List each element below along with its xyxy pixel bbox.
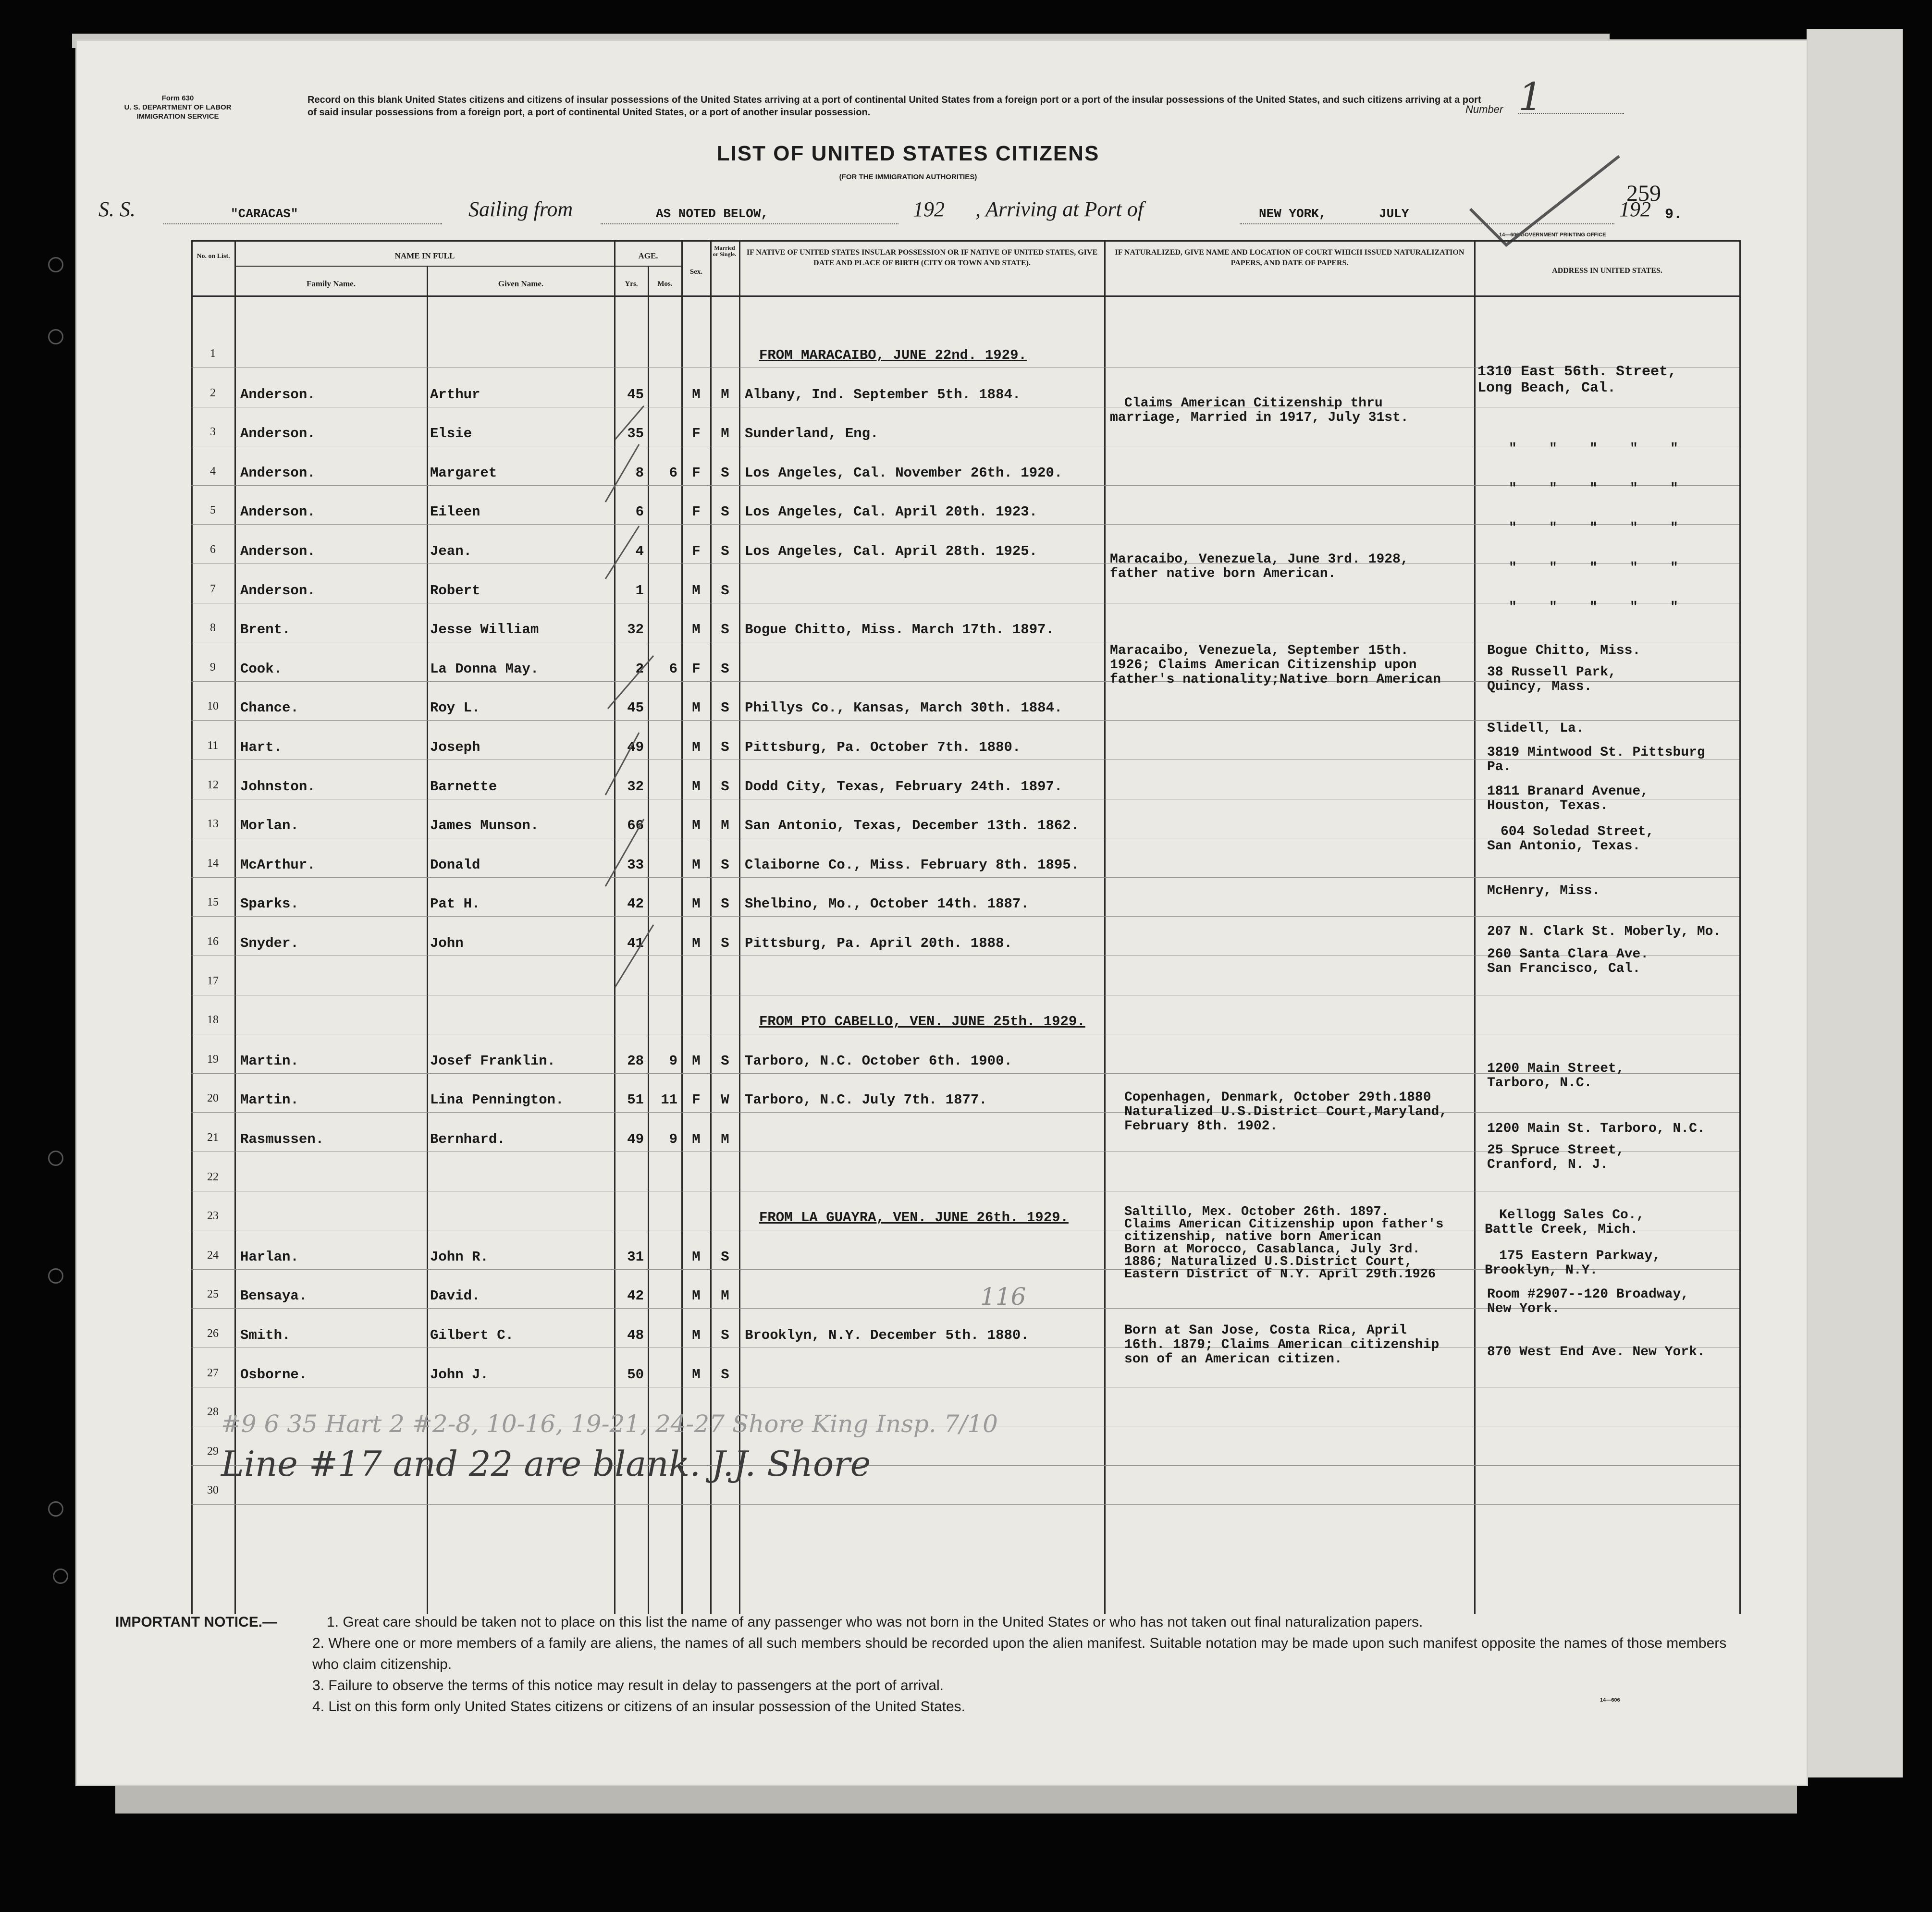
given-name: John J. — [430, 1366, 489, 1383]
birth-place-date: San Antonio, Texas, December 13th. 1862. — [745, 818, 1080, 834]
row-number: 22 — [207, 1170, 219, 1183]
given-name: Elsie — [430, 426, 472, 442]
address-entry: 207 N. Clark St. Moberly, Mo. — [1487, 924, 1722, 939]
col-header-sex: Sex. — [689, 268, 703, 276]
address-line: 260 Santa Clara Ave. — [1487, 947, 1649, 962]
birth-place-date: Brooklyn, N.Y. December 5th. 1880. — [745, 1327, 1029, 1343]
inspector-check-strokes — [586, 387, 692, 1011]
birth-place-date: Shelbino, Mo., October 14th. 1887. — [745, 896, 1029, 912]
marital-status: S — [721, 1327, 729, 1343]
family-name: Osborne. — [240, 1366, 308, 1383]
manifest-sheet — [77, 41, 1807, 1785]
sex: M — [692, 935, 701, 951]
marital-status: M — [721, 386, 729, 403]
age-years: 28 — [627, 1053, 644, 1069]
handwritten-blank-note: Line #17 and 22 are blank. J.J. Shore — [221, 1444, 871, 1484]
address-entry: Slidell, La. — [1487, 721, 1584, 736]
sex: M — [692, 896, 701, 912]
sex: M — [692, 1288, 701, 1304]
address-entry — [1485, 1208, 1644, 1237]
birth-place-date: Pittsburg, Pa. April 20th. 1888. — [745, 935, 1012, 951]
address-line: 3819 Mintwood St. Pittsburg — [1487, 745, 1705, 760]
note-line: 16th. 1879; Claims American citizenship — [1124, 1337, 1440, 1352]
sailing-year: 192 — [913, 197, 945, 221]
marital-status: S — [721, 504, 729, 520]
printer-mark: 14—606 GOVERNMENT PRINTING OFFICE — [1499, 232, 1606, 238]
sex: M — [692, 778, 701, 795]
notice-item: 3. Failure to observe the terms of this notice may result in delay to passengers at the port of arrival. — [312, 1678, 944, 1693]
sex: M — [692, 622, 701, 638]
row-number: 13 — [207, 818, 219, 831]
sex: M — [692, 818, 701, 834]
handwritten-tally: #9 6 35 Hart 2 #2-8, 10-16, 19-21, 24-27 Shore King Insp. 7/10 — [221, 1410, 998, 1438]
address-line: Room #2907--120 Broadway, — [1487, 1287, 1689, 1302]
family-name: Cook. — [240, 661, 283, 677]
sailing-label: Sailing from — [468, 197, 573, 221]
ship-field — [163, 223, 442, 224]
given-name: Pat H. — [430, 896, 480, 912]
marital-status: S — [721, 857, 729, 873]
row-number: 27 — [207, 1366, 219, 1379]
marital-status: W — [721, 1092, 729, 1108]
marital-status: M — [721, 1288, 729, 1304]
marital-status: S — [721, 1249, 729, 1265]
sex: M — [692, 1131, 701, 1147]
address-ditto: " " " " " — [1509, 600, 1678, 615]
marital-status: S — [721, 739, 729, 755]
ship-name: "CARACAS" — [231, 207, 298, 221]
address-line: 1200 Main Street, — [1487, 1061, 1624, 1076]
naturalization-note — [1110, 552, 1409, 581]
given-name: Margaret — [430, 465, 497, 481]
given-name: Barnette — [430, 778, 497, 795]
given-name: David. — [430, 1288, 480, 1304]
arrival-year-suffix: 9. — [1665, 207, 1683, 223]
address-ditto: " " " " " — [1509, 521, 1678, 536]
row-number: 20 — [207, 1092, 219, 1105]
family-name: Snyder. — [240, 935, 299, 951]
sex: M — [692, 739, 701, 755]
age-years: 2 — [635, 661, 644, 677]
given-name: Eileen — [430, 504, 480, 520]
row-number: 5 — [210, 504, 216, 517]
notice-item: 1. Great care should be taken not to place on this list the name of any passenger who was not born in the United States or who has not taken out final naturalization papers. — [327, 1614, 1423, 1630]
address-line: San Antonio, Texas. — [1487, 839, 1641, 854]
age-years: 48 — [627, 1327, 644, 1343]
given-name: Roy L. — [430, 700, 480, 716]
birth-place-date: Los Angeles, Cal. April 20th. 1923. — [745, 504, 1038, 520]
col-header-no: No. on List. — [197, 253, 230, 260]
table-header-border — [191, 295, 1739, 297]
form-title: LIST OF UNITED STATES CITIZENS — [716, 142, 1100, 165]
row-number: 15 — [207, 896, 219, 909]
row-number: 21 — [207, 1131, 219, 1144]
col-header-mos: Mos. — [657, 280, 673, 288]
marital-status: S — [721, 896, 729, 912]
note-line: citizenship, native born American — [1124, 1230, 1381, 1244]
row-number: 24 — [207, 1249, 219, 1262]
given-name: Josef Franklin. — [430, 1053, 556, 1069]
handwritten-margin-note: 116 — [980, 1283, 1026, 1311]
row-number: 14 — [207, 857, 219, 870]
age-years: 49 — [627, 1131, 644, 1147]
age-years: 31 — [627, 1249, 644, 1265]
birth-place-date: Tarboro, N.C. October 6th. 1900. — [745, 1053, 1012, 1069]
col-header-family: Family Name. — [307, 279, 356, 288]
list-number: 1 — [1518, 74, 1543, 119]
given-name: Lina Pennington. — [430, 1092, 564, 1108]
row-number: 10 — [207, 700, 219, 713]
address-line: 1310 East 56th. Street, — [1477, 364, 1677, 380]
note-line: Born at San Jose, Costa Rica, April — [1124, 1323, 1407, 1338]
sex: M — [692, 857, 701, 873]
punch-hole — [48, 1268, 63, 1284]
age-years: 4 — [635, 543, 644, 559]
age-years: 33 — [627, 857, 644, 873]
col-header-address: ADDRESS IN UNITED STATES. — [1552, 267, 1662, 275]
row-number: 17 — [207, 974, 219, 987]
address-line: Brooklyn, N.Y. — [1485, 1263, 1598, 1278]
given-name: Joseph — [430, 739, 480, 755]
address-entry — [1487, 746, 1705, 774]
note-line: Maracaibo, Venezuela, June 3rd. 1928, — [1110, 552, 1409, 567]
family-name: Harlan. — [240, 1249, 299, 1265]
row-number: 30 — [207, 1484, 219, 1497]
note-line: Naturalized U.S.District Court,Maryland, — [1124, 1104, 1448, 1119]
marital-status: S — [721, 661, 729, 677]
sailing-from: AS NOTED BELOW, — [656, 207, 769, 221]
departure-section-heading: FROM LA GUAYRA, VEN. JUNE 26th. 1929. — [759, 1210, 1069, 1226]
address-entry — [1487, 947, 1649, 976]
given-name: James Munson. — [430, 818, 539, 834]
note-line: son of an American citizen. — [1124, 1352, 1342, 1367]
important-notice — [115, 1612, 1749, 1717]
marital-status: S — [721, 778, 729, 795]
given-name: Bernhard. — [430, 1131, 505, 1147]
address-entry — [1487, 1143, 1624, 1172]
row-number: 4 — [210, 465, 216, 478]
address-entry: Bogue Chitto, Miss. — [1487, 643, 1641, 658]
address-entry — [1485, 1249, 1661, 1278]
sex: F — [692, 465, 701, 481]
marital-status: M — [721, 818, 729, 834]
marital-status: S — [721, 1053, 729, 1069]
note-line: February 8th. 1902. — [1124, 1119, 1278, 1134]
notice-item: 2. Where one or more members of a family are aliens, the names of all such members should be recorded upon the alien manifest. Suitable notation may be made upon such manifest opposite the names of those members who claim citizenship. — [312, 1635, 1727, 1672]
age-years: 49 — [627, 739, 644, 755]
family-name: McArthur. — [240, 857, 316, 873]
address-line: 38 Russell Park, — [1487, 665, 1616, 680]
family-name: Johnston. — [240, 778, 316, 795]
departure-section-heading: FROM PTO CABELLO, VEN. JUNE 25th. 1929. — [759, 1014, 1085, 1030]
family-name: Anderson. — [240, 386, 316, 403]
family-name: Chance. — [240, 700, 299, 716]
given-name: Robert — [430, 582, 480, 599]
number-label: Number — [1465, 103, 1503, 115]
age-months: 6 — [669, 465, 677, 481]
sex: M — [692, 700, 701, 716]
age-years: 41 — [627, 935, 644, 951]
sex: M — [692, 1327, 701, 1343]
address-line: 25 Spruce Street, — [1487, 1143, 1624, 1158]
given-name: John R. — [430, 1249, 489, 1265]
naturalization-note — [1110, 644, 1441, 687]
address-line: Quincy, Mass. — [1487, 679, 1592, 694]
col-header-given: Given Name. — [498, 279, 544, 288]
departure-section-heading: FROM MARACAIBO, JUNE 22nd. 1929. — [759, 347, 1027, 363]
arriving-label: , Arriving at Port of — [975, 197, 1144, 221]
naturalization-note — [1110, 396, 1409, 425]
note-line: Born at Morocco, Casablanca, July 3rd. — [1124, 1242, 1420, 1257]
address-line: Pa. — [1487, 760, 1512, 774]
family-name: Anderson. — [240, 465, 316, 481]
age-years: 66 — [627, 818, 644, 834]
address-line: 175 Eastern Parkway, — [1499, 1249, 1661, 1263]
col-border — [1739, 240, 1741, 1614]
age-months: 11 — [661, 1092, 677, 1108]
age-years: 1 — [635, 582, 644, 599]
address-ditto: " " " " " — [1509, 441, 1678, 456]
note-line: Saltillo, Mex. October 26th. 1897. — [1124, 1205, 1389, 1219]
address-entry — [1487, 665, 1616, 694]
row-number: 19 — [207, 1053, 219, 1066]
age-months: 9 — [669, 1131, 677, 1147]
arrival-year: 192 — [1619, 197, 1651, 221]
address-line: Kellogg Sales Co., — [1499, 1208, 1645, 1223]
birth-place-date: Dodd City, Texas, February 24th. 1897. — [745, 778, 1063, 795]
row-number: 26 — [207, 1327, 219, 1340]
page-number: 259 — [1626, 181, 1661, 206]
family-name: Brent. — [240, 622, 291, 638]
address-ditto: " " " " " — [1509, 481, 1678, 496]
age-years: 32 — [627, 778, 644, 795]
marital-status: S — [721, 622, 729, 638]
note-line: Copenhagen, Denmark, October 29th.1880 — [1124, 1090, 1431, 1105]
note-line: father native born American. — [1110, 566, 1336, 581]
address-line: New York. — [1487, 1301, 1560, 1316]
sex: M — [692, 582, 701, 599]
naturalization-note — [1124, 1091, 1447, 1134]
note-line: Claims American Citizenship thru — [1124, 396, 1383, 411]
address-entry — [1487, 1287, 1689, 1316]
address-entry — [1477, 364, 1676, 396]
given-name: Jesse William — [430, 622, 539, 638]
col-header-married: Married or Single. — [713, 245, 737, 257]
sex: F — [692, 543, 701, 559]
marital-status: M — [721, 1131, 729, 1147]
note-line: Claims American Citizenship upon father's — [1124, 1217, 1444, 1232]
row-rule — [191, 1112, 1739, 1113]
family-name: Martin. — [240, 1092, 299, 1108]
punch-hole — [53, 1569, 68, 1584]
age-years: 42 — [627, 896, 644, 912]
age-months: 9 — [669, 1053, 677, 1069]
arrival-month: JULY — [1379, 207, 1409, 221]
address-entry — [1487, 784, 1649, 813]
birth-place-date: Sunderland, Eng. — [745, 426, 879, 442]
sex: F — [692, 426, 701, 442]
footer-code: 14—606 — [1600, 1697, 1620, 1703]
family-name: Anderson. — [240, 582, 316, 599]
given-name: Donald — [430, 857, 480, 873]
age-years: 51 — [627, 1092, 644, 1108]
age-years: 8 — [635, 465, 644, 481]
col-header-birth: IF NATIVE OF UNITED STATES INSULAR POSSESSION OR IF NATIVE OF UNITED STATES, GIVE DATE AND PLACE OF BIRTH (CITY OR TOWN AND STATE). — [746, 248, 1098, 267]
address-line: Battle Creek, Mich. — [1485, 1222, 1638, 1237]
punch-hole — [48, 329, 63, 344]
col-header-name: NAME IN FULL — [394, 251, 455, 260]
family-name: Bensaya. — [240, 1288, 308, 1304]
row-rule — [191, 1504, 1739, 1505]
address-entry: McHenry, Miss. — [1487, 883, 1600, 898]
age-years: 45 — [627, 700, 644, 716]
sex: M — [692, 1053, 701, 1069]
age-years: 50 — [627, 1366, 644, 1383]
address-line: Tarboro, N.C. — [1487, 1076, 1592, 1091]
address-line: 604 Soledad Street, — [1501, 824, 1654, 839]
marital-status: S — [721, 465, 729, 481]
marital-status: M — [721, 426, 729, 442]
address-ditto: " " " " " — [1509, 561, 1678, 576]
paper-edge-bottom — [115, 1785, 1797, 1814]
age-years: 6 — [635, 504, 644, 520]
marital-status: S — [721, 543, 729, 559]
marital-status: S — [721, 1366, 729, 1383]
given-name: John — [430, 935, 464, 951]
age-years: 32 — [627, 622, 644, 638]
note-line: Maracaibo, Venezuela, September 15th. — [1110, 643, 1409, 658]
given-name: La Donna May. — [430, 661, 539, 677]
note-line: Eastern District of N.Y. April 29th.1926 — [1124, 1267, 1436, 1282]
birth-place-date: Tarboro, N.C. July 7th. 1877. — [745, 1092, 987, 1108]
marital-status: S — [721, 582, 729, 599]
age-years: 45 — [627, 386, 644, 403]
marital-status: S — [721, 935, 729, 951]
punch-hole — [48, 257, 63, 272]
note-line: 1926; Claims American Citizenship upon — [1110, 658, 1417, 673]
row-number: 25 — [207, 1288, 219, 1301]
row-number: 11 — [207, 739, 219, 752]
note-line: marriage, Married in 1917, July 31st. — [1110, 410, 1409, 425]
punch-hole — [48, 1151, 63, 1166]
row-number: 7 — [210, 582, 216, 595]
paper-edge-right — [1807, 29, 1903, 1777]
naturalization-note — [1124, 1324, 1439, 1367]
family-name: Anderson. — [240, 426, 316, 442]
row-rule — [191, 916, 1739, 917]
address-entry: 1200 Main St. Tarboro, N.C. — [1487, 1121, 1705, 1136]
punch-hole — [48, 1501, 63, 1517]
sex: M — [692, 1249, 701, 1265]
sailing-field — [601, 223, 898, 224]
row-number: 8 — [210, 622, 216, 635]
address-line: 1811 Branard Avenue, — [1487, 784, 1649, 799]
notice-heading: IMPORTANT NOTICE.— — [115, 1614, 277, 1630]
col-header-naturalized: IF NATURALIZED, GIVE NAME AND LOCATION OF COURT WHICH ISSUED NATURALIZATION PAPERS, AND DATE OF PAPERS. — [1115, 248, 1464, 267]
address-line: Long Beach, Cal. — [1477, 380, 1616, 396]
note-line: 1886; Naturalized U.S.District Court, — [1124, 1255, 1413, 1269]
row-number: 2 — [210, 386, 216, 399]
name-age-subheader-rule — [234, 266, 681, 267]
family-name: Anderson. — [240, 543, 316, 559]
row-rule — [191, 485, 1739, 486]
family-name: Anderson. — [240, 504, 316, 520]
form-instructions: Record on this blank United States citizens and citizens of insular possessions of the United States arriving at a port of continental United States from a foreign port or a port of the insular possessions of the United States, and such citizens arriving at a port of said insular possessions from a foreign port, a port of continental United States, or a port of another insular possession. — [308, 95, 1481, 118]
arrival-port: NEW YORK, — [1259, 207, 1327, 221]
family-name: Smith. — [240, 1327, 291, 1343]
note-line: father's nationality;Native born American — [1110, 672, 1441, 687]
address-entry: 870 West End Ave. New York. — [1487, 1345, 1705, 1360]
address-entry — [1487, 825, 1654, 854]
family-name: Morlan. — [240, 818, 299, 834]
birth-place-date: Claiborne Co., Miss. February 8th. 1895. — [745, 857, 1080, 873]
row-number: 1 — [210, 347, 216, 360]
ss-label: S. S. — [98, 197, 135, 221]
col-header-yrs: Yrs. — [625, 280, 638, 288]
service-name: IMMIGRATION SERVICE — [136, 112, 219, 121]
family-name: Hart. — [240, 739, 283, 755]
birth-place-date: Los Angeles, Cal. April 28th. 1925. — [745, 543, 1038, 559]
sex: F — [692, 1092, 701, 1108]
sex: F — [692, 661, 701, 677]
address-line: San Francisco, Cal. — [1487, 961, 1641, 976]
row-number: 16 — [207, 935, 219, 948]
col-header-age: AGE. — [638, 251, 658, 260]
naturalization-note — [1124, 1206, 1443, 1281]
form-subtitle: (FOR THE IMMIGRATION AUTHORITIES) — [839, 173, 977, 181]
birth-place-date: Albany, Ind. September 5th. 1884. — [745, 386, 1021, 403]
marital-status: S — [721, 700, 729, 716]
family-name: Rasmussen. — [240, 1131, 324, 1147]
row-number: 23 — [207, 1210, 219, 1223]
age-years: 35 — [627, 426, 644, 442]
form-id-block — [86, 94, 269, 121]
row-number: 12 — [207, 778, 219, 791]
form-id: Form 630 — [161, 94, 194, 102]
given-name: Gilbert C. — [430, 1327, 514, 1343]
family-name: Sparks. — [240, 896, 299, 912]
given-name: Arthur — [430, 386, 480, 403]
row-number: 9 — [210, 661, 216, 674]
row-number: 6 — [210, 543, 216, 556]
row-rule — [191, 524, 1739, 525]
department-name: U. S. DEPARTMENT OF LABOR — [124, 103, 232, 111]
sex: M — [692, 386, 701, 403]
sex: F — [692, 504, 701, 520]
address-entry — [1487, 1062, 1624, 1091]
given-name: Jean. — [430, 543, 472, 559]
row-number: 18 — [207, 1014, 219, 1027]
age-years: 42 — [627, 1288, 644, 1304]
birth-place-date: Bogue Chitto, Miss. March 17th. 1897. — [745, 622, 1054, 638]
age-months: 6 — [669, 661, 677, 677]
row-number: 29 — [207, 1445, 219, 1458]
address-line: Cranford, N. J. — [1487, 1157, 1609, 1172]
birth-place-date: Phillys Co., Kansas, March 30th. 1884. — [745, 700, 1063, 716]
notice-item-row — [115, 1612, 1749, 1633]
row-number: 28 — [207, 1406, 219, 1419]
birth-place-date: Pittsburg, Pa. October 7th. 1880. — [745, 739, 1021, 755]
notice-item: 4. List on this form only United States citizens or citizens of an insular possession of the United States. — [312, 1699, 966, 1715]
row-number: 3 — [210, 426, 216, 439]
sex: M — [692, 1366, 701, 1383]
table-top-border — [191, 240, 1739, 242]
address-line: Houston, Texas. — [1487, 798, 1609, 813]
row-rule — [191, 877, 1739, 878]
family-name: Martin. — [240, 1053, 299, 1069]
birth-place-date: Los Angeles, Cal. November 26th. 1920. — [745, 465, 1063, 481]
